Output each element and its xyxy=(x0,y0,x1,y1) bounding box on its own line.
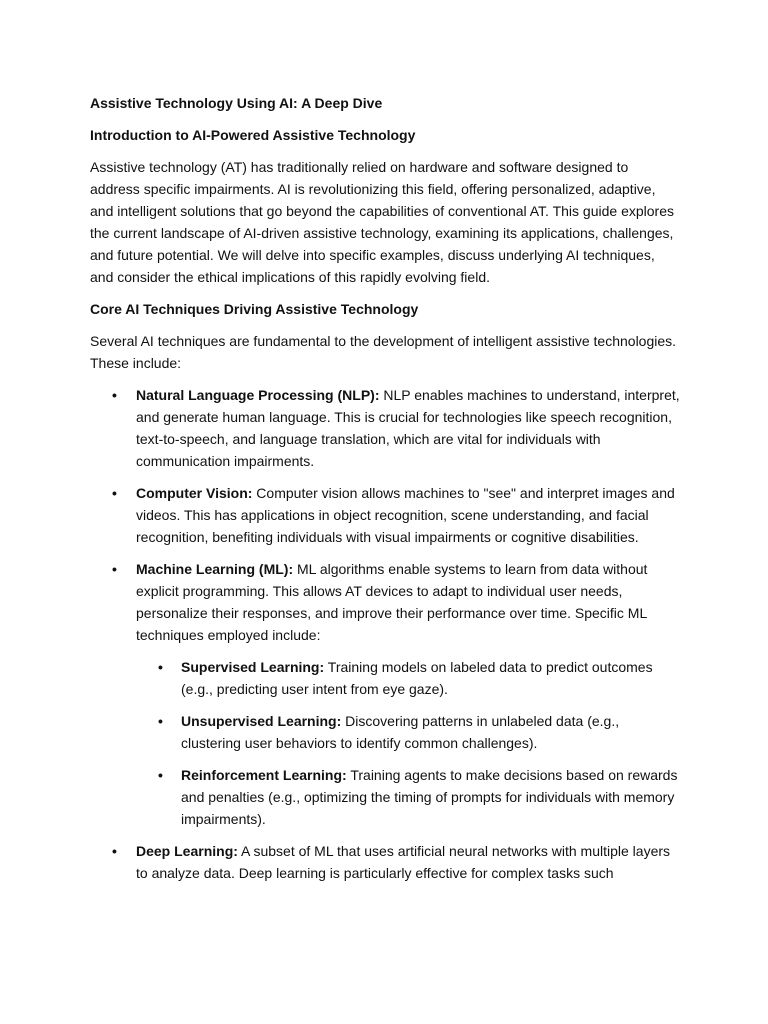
list-item-text: NLP enables machines to understand, interpret, and generate human language. This is crucial for technologies like speech recognition, text-to-speech, and language translation, which are vital for individuals with communication impairments. xyxy=(136,387,680,469)
bullet-glyph: • xyxy=(112,387,117,403)
techniques-list xyxy=(90,384,680,884)
list-item-term: Deep Learning: xyxy=(136,843,238,859)
sublist-item-term: Supervised Learning: xyxy=(181,659,325,675)
sublist-item-text: Discovering patterns in unlabeled data (e.g., clustering user behaviors to identify common challenges). xyxy=(181,713,620,751)
list-item-text: A subset of ML that uses artificial neural networks with multiple layers to analyze data. Deep learning is particularly effective for complex tasks such xyxy=(136,843,671,881)
list-item-nlp xyxy=(90,384,680,472)
list-item-term: Computer Vision: xyxy=(136,485,253,501)
ml-techniques-sublist xyxy=(136,656,680,830)
introduction-paragraph: Assistive technology (AT) has traditionally relied on hardware and software designed to address specific impairments. AI is revolutionizing this field, offering personalized, adaptive, and intelligent solutions that go beyond the capabilities of conventional AT. This guide explores the current landscape of AI-driven assistive technology, examining its applications, challenges, and future potential. We will delve into specific examples, discuss underlying AI techniques, and consider the ethical implications of this rapidly evolving field. xyxy=(90,159,674,285)
document-title: Assistive Technology Using AI: A Deep Dive xyxy=(90,95,383,111)
bullet-glyph: • xyxy=(112,561,117,577)
bullet-glyph: • xyxy=(112,843,117,859)
sublist-item-term: Unsupervised Learning: xyxy=(181,713,342,729)
sublist-item-supervised xyxy=(136,656,680,700)
section-heading-core-techniques: Core AI Techniques Driving Assistive Technology xyxy=(90,301,419,317)
sublist-item-reinforcement xyxy=(136,764,680,830)
document-page xyxy=(90,92,680,894)
bullet-glyph: • xyxy=(158,713,163,729)
list-item-term: Machine Learning (ML): xyxy=(136,561,294,577)
bullet-glyph: • xyxy=(158,767,163,783)
sublist-item-text: Training models on labeled data to predict outcomes (e.g., predicting user intent from eye gaze). xyxy=(181,659,653,697)
list-item-computer-vision xyxy=(90,482,680,548)
section-heading-introduction: Introduction to AI-Powered Assistive Technology xyxy=(90,127,416,143)
list-item-machine-learning xyxy=(90,558,680,830)
list-item-text: Computer vision allows machines to "see" and interpret images and videos. This has applications in object recognition, scene understanding, and facial recognition, benefiting individuals with visual impairments or cognitive disabilities. xyxy=(136,485,675,545)
list-item-deep-learning xyxy=(90,840,680,884)
sublist-item-term: Reinforcement Learning: xyxy=(181,767,347,783)
list-item-text: ML algorithms enable systems to learn from data without explicit programming. This allows AT devices to adapt to individual user needs, personalize their responses, and improve their performance over time. Specific ML techniques employed include: xyxy=(136,561,648,643)
bullet-glyph: • xyxy=(112,485,117,501)
bullet-glyph: • xyxy=(158,659,163,675)
list-item-term: Natural Language Processing (NLP): xyxy=(136,387,380,403)
sublist-item-unsupervised xyxy=(136,710,680,754)
core-techniques-paragraph: Several AI techniques are fundamental to the development of intelligent assistive technologies. These include: xyxy=(90,333,677,371)
sublist-item-text: Training agents to make decisions based on rewards and penalties (e.g., optimizing the timing of prompts for individuals with memory impairments). xyxy=(181,767,678,827)
